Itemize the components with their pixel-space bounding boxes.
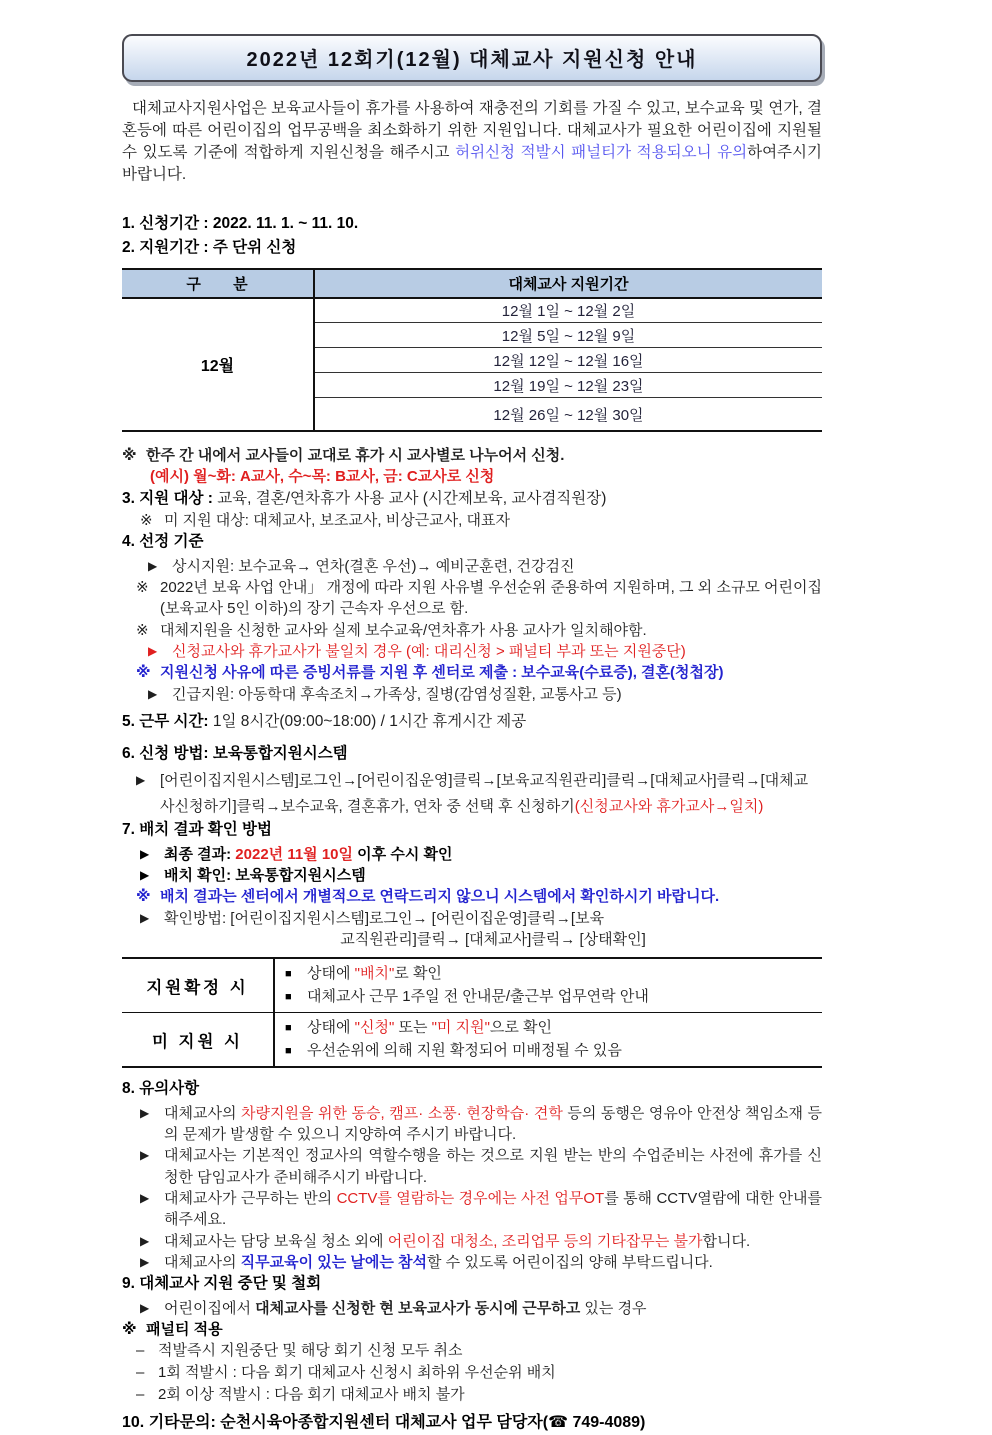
intro-text-2: 하여주시기바랍니다. bbox=[122, 144, 822, 183]
arrow-bullet-icon: ▶ bbox=[140, 1254, 150, 1269]
item-7-result-check: 7. 배치 결과 확인 방법 bbox=[122, 821, 272, 839]
not-supported-row-body bbox=[274, 1013, 822, 1068]
seg: 대체교사가 근무하는 반의 bbox=[164, 1189, 337, 1207]
arrow-bullet-icon: ▶ bbox=[148, 643, 158, 658]
criteria-regular-support-text: 상시지원: 보수교육→ 연차(결혼 우선)→ 예비군훈련, 건강검진 bbox=[172, 557, 575, 575]
item-1-application-period: 1. 신청기간 : 2022. 11. 1. ~ 11. 10. bbox=[122, 215, 359, 232]
document-content bbox=[122, 34, 822, 1435]
status-post: 으로 확인 bbox=[489, 1019, 553, 1037]
confirmed-row-label: 지원확정 시 bbox=[122, 958, 274, 1013]
square-bullet-icon: ■ bbox=[285, 1044, 292, 1057]
item-3-text: 교육, 결혼/연차휴가 사용 교사 (시간제보육, 교사겸직원장) bbox=[212, 489, 607, 507]
arrow-bullet-icon: ▶ bbox=[136, 772, 146, 787]
criteria-emergency-support bbox=[122, 684, 822, 705]
placement-check-text: 배치 확인: 보육통합지원시스템 bbox=[164, 867, 366, 885]
penalty-item-2-text: 1회 적발시 : 다음 회기 대체교사 신청시 최하위 우선순위 배치 bbox=[158, 1363, 556, 1381]
penalty-item-3-text: 2회 이상 적발시 : 다음 회기 대체교사 배치 불가 bbox=[158, 1385, 465, 1403]
arrow-bullet-icon: ▶ bbox=[140, 1148, 150, 1163]
penalty-item-1 bbox=[122, 1340, 822, 1362]
square-bullet-icon: ■ bbox=[285, 968, 292, 981]
table-row bbox=[122, 298, 822, 323]
item-5-text: 1일 8시간(09:00~18:00) / 1시간 휴게시간 제공 bbox=[208, 712, 527, 730]
period-cell-4: 12월 19일 ~ 12월 23일 bbox=[314, 373, 822, 398]
criteria-match-note-text: 대체지원을 신청한 교사와 실제 보수교육/연차휴가 사용 교사가 일치해야함. bbox=[160, 621, 647, 639]
final-result-post: 이후 수시 확인 bbox=[353, 845, 453, 863]
check-method-line2: 교직원관리]클릭→ [대체교사]클릭→ [상태확인] bbox=[340, 931, 646, 949]
item-3-excluded-text: 미 지원 대상: 대체교사, 보조교사, 비상근교사, 대표자 bbox=[164, 512, 510, 529]
criteria-documents-note-text: 지원신청 사유에 따른 증빙서류를 지원 후 센터로 제출 : 보수교육(수료증), 결혼(청첩장) bbox=[160, 664, 724, 682]
final-result-line bbox=[122, 844, 822, 865]
application-path-warning: (신청교사와 휴가교사→일치) bbox=[574, 797, 764, 815]
precaution-cctv bbox=[122, 1188, 822, 1231]
confirmed-item-2-text: 대체교사 근무 1주일 전 안내문/출근부 업무연락 안내 bbox=[307, 987, 649, 1005]
period-cell-1: 12월 1일 ~ 12월 2일 bbox=[314, 298, 822, 323]
title-banner bbox=[122, 34, 822, 82]
precaution-cctv-highlight: CCTV를 열람하는 경우에는 사전 업무OT bbox=[336, 1189, 605, 1207]
criteria-mismatch-warning bbox=[122, 641, 822, 662]
arrow-bullet-icon: ▶ bbox=[140, 868, 150, 883]
suspension-case-text bbox=[164, 1298, 822, 1319]
criteria-priority-note bbox=[122, 577, 822, 620]
seg: 대체교사의 bbox=[164, 1104, 242, 1122]
item-3-label: 3. 지원 대상 : bbox=[122, 489, 213, 507]
precaution-vehicle bbox=[122, 1103, 822, 1146]
seg: 대체교사는 담당 보육실 청소 외에 bbox=[164, 1232, 388, 1250]
item-10-contact: 10. 기타문의: 순천시육아종합지원센터 대체교사 업무 담당자(☎ 749-4089) bbox=[122, 1414, 646, 1432]
intro-text-1: 대체교사지원사업은 보육교사들이 휴가를 사용하여 재충전의 기회를 가질 수 있고, 보수교육 및 연가, 결혼등에 따른 어린이집의 업무공백을 최소화하기 위한 지원입니다. 대체교사가 필요한 어린이집에 지원될 수 있도록 기준에 적합하게 지원신청을 해주시고 bbox=[122, 100, 822, 161]
seg: 를 통해 CCTV열람에 대한 안내를 해주세요. bbox=[164, 1189, 822, 1229]
seg: 있는 경우 bbox=[580, 1299, 647, 1317]
seg: 등의 동행은 영유아 안전상 책임소재 등의 문제가 발생할 수 있으니 지양하여 주시기 바랍니다. bbox=[164, 1104, 822, 1144]
confirmed-item-2 bbox=[285, 986, 820, 1009]
reference-mark-icon: ※ bbox=[122, 446, 137, 464]
intro-paragraph bbox=[122, 98, 822, 186]
intro-warning-highlight: 허위신청 적발시 패널티가 적용되오니 유의 bbox=[455, 144, 748, 161]
reference-mark-icon: ※ bbox=[136, 664, 151, 682]
penalty-item-3 bbox=[122, 1384, 822, 1406]
dash-bullet-icon: – bbox=[136, 1363, 145, 1381]
final-result-date: 2022년 11월 10일 bbox=[235, 845, 354, 863]
confirmed-row bbox=[122, 958, 822, 1013]
item-8-precautions: 8. 유의사항 bbox=[122, 1080, 200, 1098]
final-result-text bbox=[164, 844, 822, 865]
seg: 합니다. bbox=[702, 1232, 751, 1250]
not-supported-item-2 bbox=[285, 1040, 820, 1063]
precaution-chores-text bbox=[164, 1231, 822, 1252]
application-path-steps: [어린이집지원시스템]로그인→[어린이집운영]클릭→[보육교직원관리]클릭→[대체교사]클릭→[대체교사신청하기]클릭→보수교육, 결혼휴가, 연차 중 선택 후 신청하기 bbox=[160, 771, 809, 815]
item-6-application-method: 6. 신청 방법: 보육통합지원시스템 bbox=[122, 745, 348, 763]
precaution-vehicle-text bbox=[164, 1103, 822, 1146]
item-4-selection-criteria: 4. 선정 기준 bbox=[122, 533, 204, 551]
criteria-match-note bbox=[122, 620, 822, 641]
seg: 대체교사의 bbox=[164, 1253, 241, 1271]
criteria-mismatch-warning-text: 신청교사와 휴가교사가 불일치 경우 (예: 대리신청 > 패널티 부과 또는 지원중단) bbox=[172, 642, 686, 660]
confirmed-item-1-text bbox=[307, 963, 442, 986]
check-method-line bbox=[122, 908, 822, 951]
weekly-split-note bbox=[122, 445, 822, 466]
status-placed: "배치" bbox=[354, 965, 395, 983]
status-pre: 상태에 bbox=[307, 965, 355, 983]
square-bullet-icon: ■ bbox=[285, 1022, 292, 1035]
application-path-text bbox=[160, 768, 822, 820]
precaution-training-text bbox=[164, 1252, 822, 1273]
penalty-item-2 bbox=[122, 1362, 822, 1384]
placement-check-line bbox=[122, 865, 822, 886]
item-9-suspension: 9. 대체교사 지원 중단 및 철회 bbox=[122, 1275, 322, 1293]
placement-notice-text: 배치 결과는 센터에서 개별적으로 연락드리지 않으니 시스템에서 확인하시기 바랍니다. bbox=[160, 888, 720, 906]
reference-mark-icon: ※ bbox=[140, 512, 153, 529]
item-5-work-hours bbox=[122, 711, 822, 733]
period-cell-5: 12월 26일 ~ 12월 30일 bbox=[493, 406, 644, 424]
precaution-training bbox=[122, 1252, 822, 1273]
not-supported-item-1 bbox=[285, 1017, 820, 1040]
period-cell-3: 12월 12일 ~ 12월 16일 bbox=[314, 348, 822, 373]
precaution-vehicle-highlight: 차량지원을 위한 동승, 캠프· 소풍· 현장학습· 견학 bbox=[241, 1104, 563, 1122]
item-3-excluded bbox=[122, 510, 822, 531]
reference-mark-icon: ※ bbox=[136, 621, 149, 639]
precaution-cctv-text bbox=[164, 1188, 822, 1231]
application-path bbox=[122, 768, 822, 820]
penalty-heading bbox=[122, 1319, 822, 1340]
weekly-split-example-text: (예시) 월~화: A교사, 수~목: B교사, 금: C교사로 신청 bbox=[150, 468, 495, 486]
confirmed-row-body bbox=[274, 958, 822, 1013]
reference-mark-icon: ※ bbox=[136, 579, 149, 597]
arrow-bullet-icon: ▶ bbox=[140, 1190, 150, 1205]
arrow-bullet-icon: ▶ bbox=[148, 558, 158, 573]
square-bullet-icon: ■ bbox=[285, 990, 292, 1003]
criteria-emergency-support-text: 긴급지원: 아동학대 후속조치→가족상, 질병(감염성질환, 교통사고 등) bbox=[172, 685, 622, 703]
penalty-heading-text: 패널티 적용 bbox=[146, 1320, 223, 1338]
seg: 할 수 있도록 어린이집의 양해 부탁드립니다. bbox=[427, 1253, 713, 1271]
final-result-pre: 최종 결과: bbox=[164, 845, 236, 863]
arrow-bullet-icon: ▶ bbox=[148, 686, 158, 701]
status-post: 로 확인 bbox=[394, 965, 442, 983]
page-title: 2022년 12회기(12월) 대체교사 지원신청 안내 bbox=[246, 49, 698, 71]
item-2-support-period: 2. 지원기간 : 주 단위 신청 bbox=[122, 239, 297, 257]
arrow-bullet-icon: ▶ bbox=[140, 910, 150, 925]
check-method-line1: 확인방법: [어린이집지원시스템]로그인→ [어린이집운영]클릭→[보육 bbox=[164, 909, 605, 927]
table-header-category: 구 분 bbox=[122, 269, 314, 298]
placement-notice-line bbox=[122, 886, 822, 907]
dash-bullet-icon: – bbox=[136, 1385, 145, 1403]
status-mid: 또는 bbox=[394, 1019, 432, 1037]
not-supported-row-label: 미 지원 시 bbox=[122, 1013, 274, 1068]
arrow-bullet-icon: ▶ bbox=[140, 1105, 150, 1120]
not-supported-item-1-text bbox=[307, 1017, 552, 1040]
criteria-priority-note-text: 2022년 보육 사업 안내」 개정에 따라 지원 사유별 우선순위 준용하여 지원하며, 그 외 소규모 어린이집(보육교사 5인 이하)의 장기 근속자 우선으로 함. bbox=[160, 579, 822, 618]
month-cell: 12월 bbox=[122, 298, 314, 431]
confirmed-item-1 bbox=[285, 963, 820, 986]
item-3-eligibility bbox=[122, 488, 822, 510]
criteria-regular-support bbox=[122, 556, 822, 577]
precaution-training-highlight: 직무교육이 있는 날에는 참석 bbox=[240, 1253, 428, 1271]
table-header-row bbox=[122, 269, 822, 298]
check-method-text bbox=[164, 908, 822, 951]
period-cell-2: 12월 5일 ~ 12월 9일 bbox=[314, 323, 822, 348]
penalty-item-1-text: 적발즉시 지원중단 및 해당 회기 신청 모두 취소 bbox=[158, 1342, 463, 1360]
precaution-class-prep bbox=[122, 1145, 822, 1188]
table-header-period: 대체교사 지원기간 bbox=[314, 269, 822, 298]
reference-mark-icon: ※ bbox=[136, 888, 151, 906]
support-period-table bbox=[122, 268, 822, 432]
item-5-label: 5. 근무 시간: bbox=[122, 712, 209, 730]
not-supported-row bbox=[122, 1013, 822, 1068]
precaution-chores-highlight: 어린이집 대청소, 조리업무 등의 기타잡무는 불가 bbox=[387, 1232, 703, 1250]
precaution-chores bbox=[122, 1231, 822, 1252]
status-applied: "신청" bbox=[354, 1019, 395, 1037]
weekly-split-note-text: 한주 간 내에서 교사들이 교대로 휴가 시 교사별로 나누어서 신청. bbox=[146, 446, 565, 464]
arrow-bullet-icon: ▶ bbox=[140, 1300, 150, 1315]
seg: 어린이집에서 bbox=[164, 1299, 256, 1317]
arrow-bullet-icon: ▶ bbox=[140, 846, 150, 861]
status-not-supported: "미 지원" bbox=[431, 1019, 490, 1037]
dash-bullet-icon: – bbox=[136, 1342, 145, 1360]
status-pre: 상태에 bbox=[307, 1019, 355, 1037]
criteria-documents-note bbox=[122, 662, 822, 683]
status-result-table bbox=[122, 957, 822, 1068]
weekly-split-example bbox=[122, 466, 822, 487]
suspension-case bbox=[122, 1298, 822, 1319]
reference-mark-icon: ※ bbox=[122, 1320, 137, 1338]
arrow-bullet-icon: ▶ bbox=[140, 1233, 150, 1248]
suspension-case-highlight: 대체교사를 신청한 현 보육교사가 동시에 근무하고 bbox=[255, 1299, 581, 1317]
precaution-class-prep-text: 대체교사는 기본적인 정교사의 역할수행을 하는 것으로 지원 받는 반의 수업준비는 사전에 휴가를 신청한 담임교사가 준비해주시기 바랍니다. bbox=[164, 1147, 822, 1186]
not-supported-item-2-text: 우선순위에 의해 지원 확정되어 미배정될 수 있음 bbox=[307, 1041, 622, 1059]
